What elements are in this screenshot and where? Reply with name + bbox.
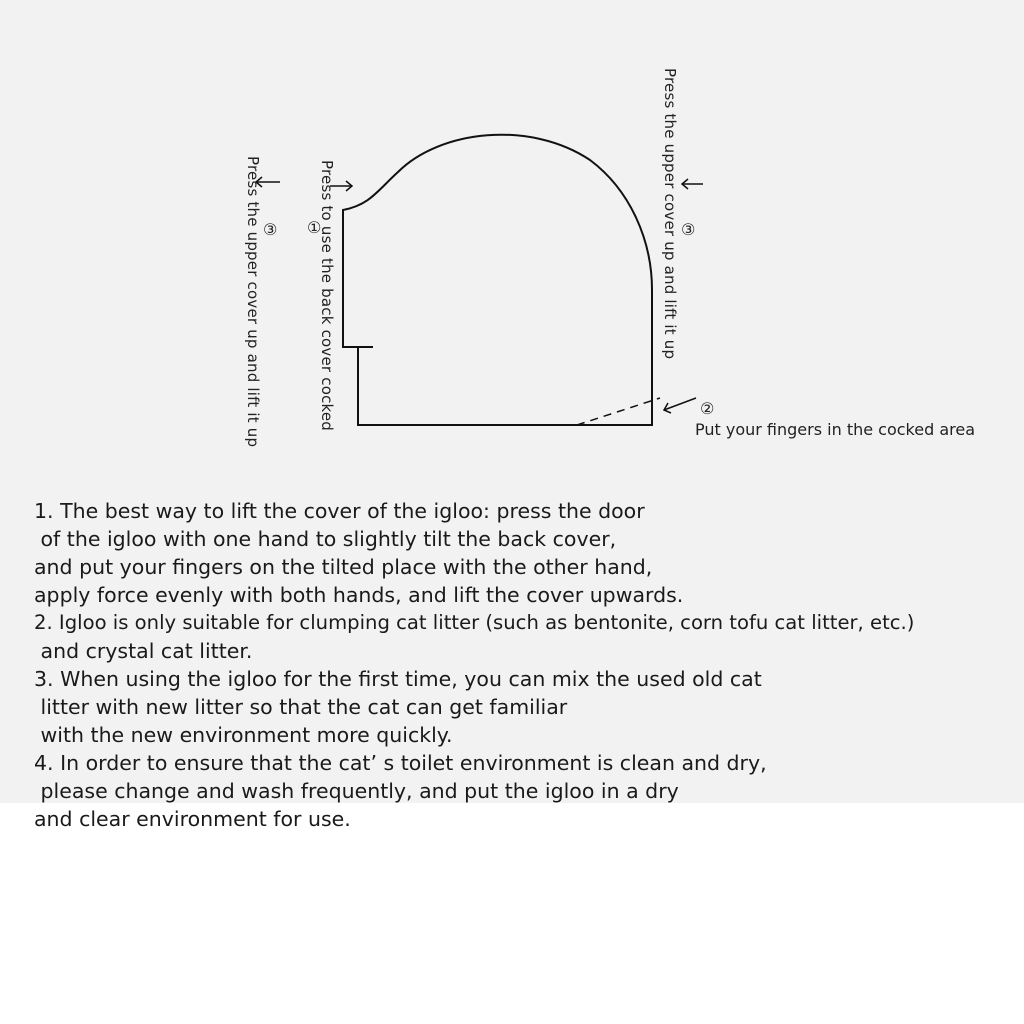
marker-1: ①: [307, 218, 322, 237]
instruction-item-2: [34, 609, 1024, 665]
label-press-upper-cover-left: Press the upper cover up and lift it up: [244, 156, 262, 448]
label-press-upper-cover-right: Press the upper cover up and lift it up: [661, 68, 679, 360]
instruction-line: 1. The best way to lift the cover of the igloo: press the door: [34, 499, 645, 523]
instruction-line: and put your fingers on the tilted place with the other hand,: [34, 555, 653, 579]
instruction-item-3: [34, 665, 1024, 749]
instruction-line: and crystal cat litter.: [34, 639, 253, 663]
instruction-line: apply force evenly with both hands, and lift the cover upwards.: [34, 583, 684, 607]
instruction-line: litter with new litter so that the cat can get familiar: [34, 695, 568, 719]
arrow-right-icon: [682, 179, 703, 189]
instruction-list: [34, 497, 1024, 833]
label-press-back-cover: Press to use the back cover cocked: [318, 160, 336, 432]
igloo-outline: [343, 135, 652, 425]
instruction-item-1: [34, 497, 1024, 609]
marker-3-right: ③: [681, 220, 696, 239]
instruction-line: of the igloo with one hand to slightly tilt the back cover,: [34, 527, 617, 551]
cocked-dashed-line: [577, 398, 660, 425]
instruction-line: 3. When using the igloo for the first time, you can mix the used old cat: [34, 667, 762, 691]
marker-3-left: ③: [263, 220, 278, 239]
instruction-item-4: [34, 749, 1024, 833]
instruction-line: please change and wash frequently, and put the igloo in a dry: [34, 779, 679, 803]
instruction-line: and clear environment for use.: [34, 807, 351, 831]
instruction-line: 2. Igloo is only suitable for clumping cat litter (such as bentonite, corn tofu cat litter, etc.): [34, 611, 915, 634]
arrow-fingers-icon: [664, 398, 696, 413]
label-fingers-cocked-area: Put your fingers in the cocked area: [695, 420, 976, 439]
marker-2: ②: [700, 399, 715, 418]
instruction-line: 4. In order to ensure that the cat’ s toilet environment is clean and dry,: [34, 751, 767, 775]
instruction-line: with the new environment more quickly.: [34, 723, 453, 747]
